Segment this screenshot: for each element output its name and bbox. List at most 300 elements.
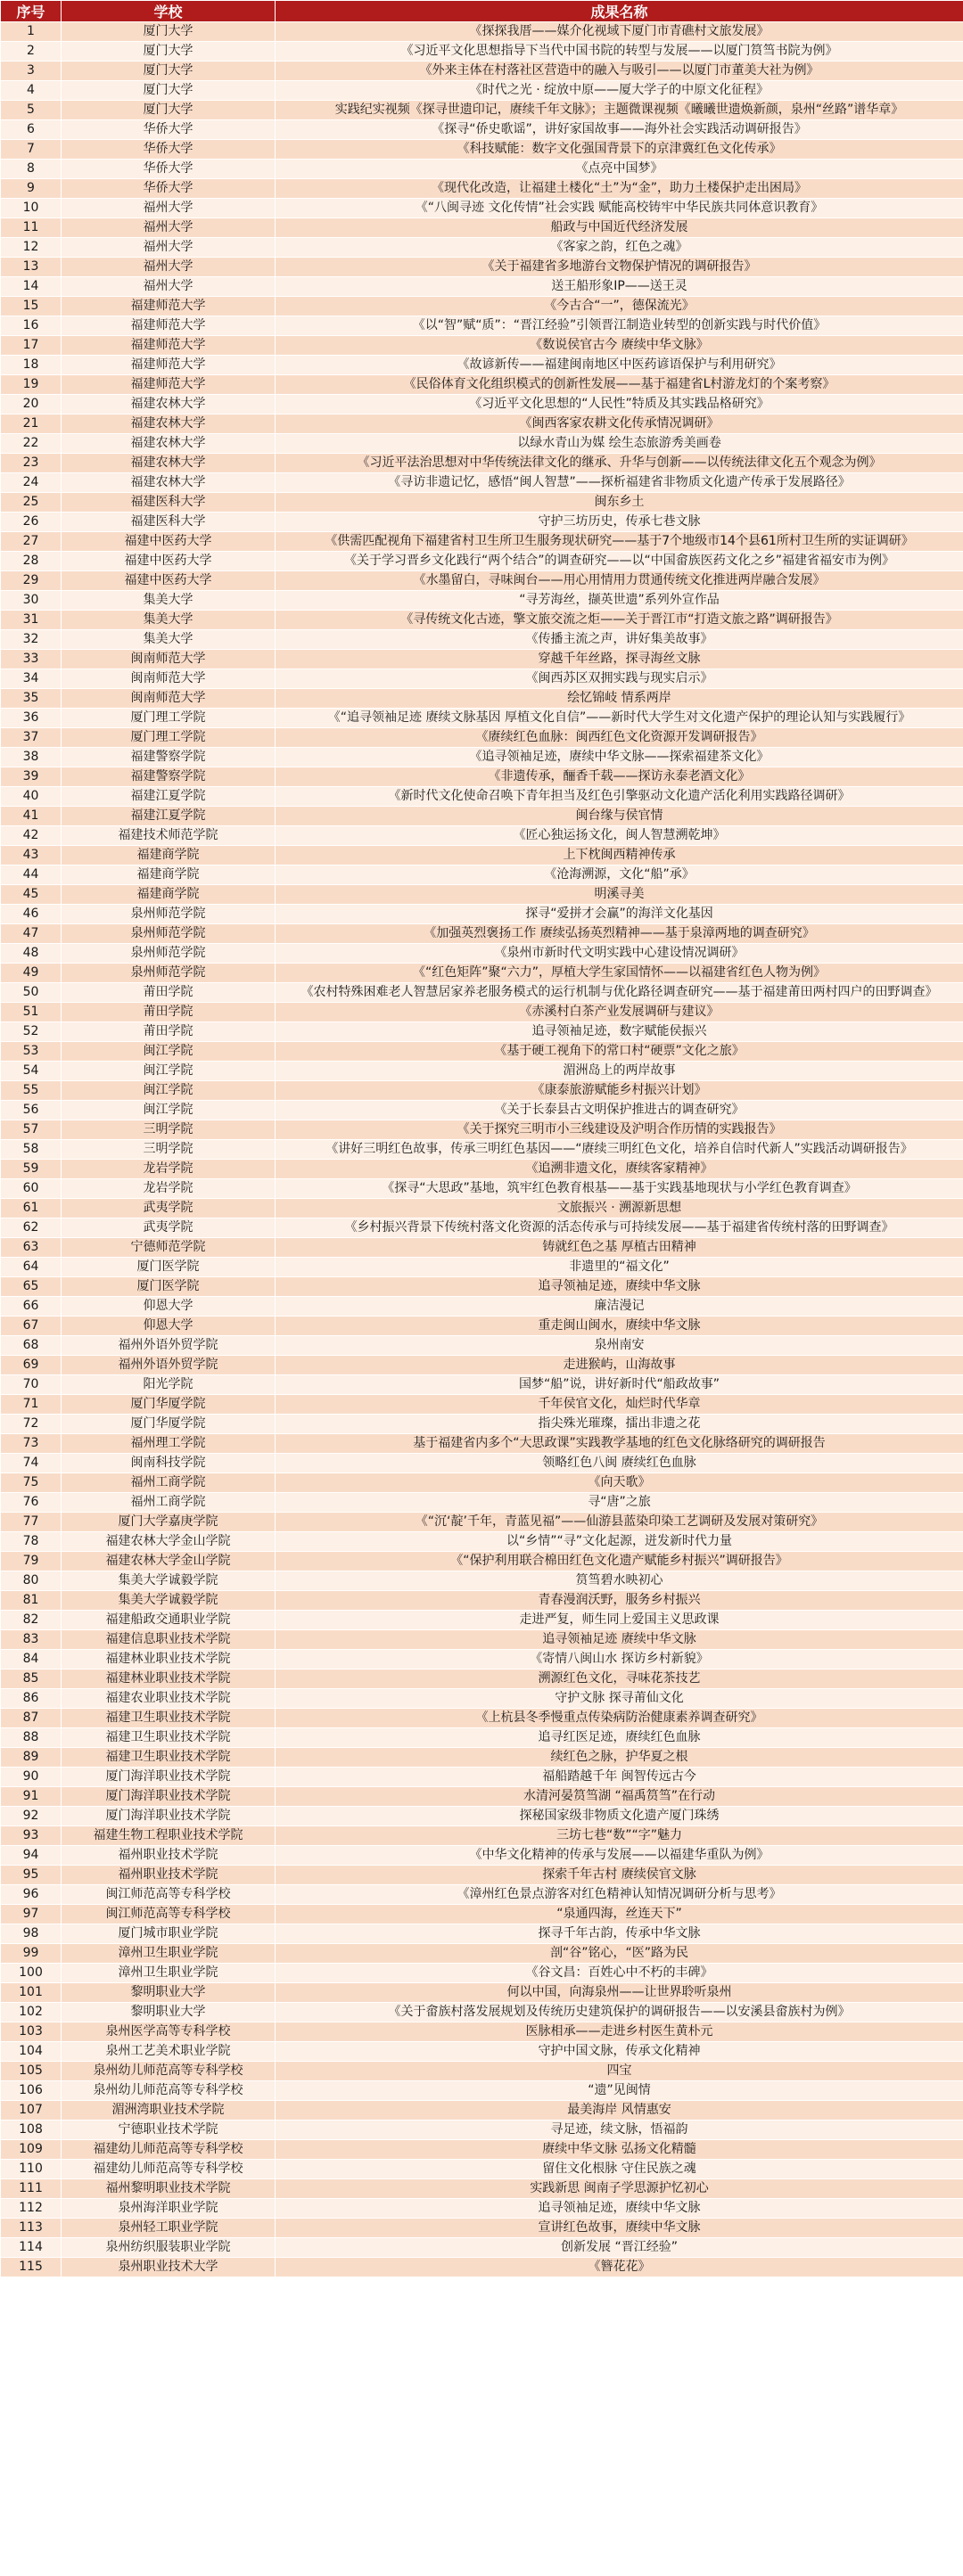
row-title: “遗”见闽情 xyxy=(276,2081,963,2101)
table-row xyxy=(1,1218,963,1238)
table-row xyxy=(1,748,963,767)
row-school: 闽南师范大学 xyxy=(62,689,276,709)
row-title: 探寻千年古韵，传承中华文脉 xyxy=(276,1924,963,1944)
row-index: 38 xyxy=(1,748,62,767)
row-school: 漳州卫生职业学院 xyxy=(62,1964,276,1983)
table-row xyxy=(1,1003,963,1022)
row-index: 1 xyxy=(1,22,62,42)
row-index: 87 xyxy=(1,1709,62,1728)
row-title: 赓续中华文脉 弘扬文化精髓 xyxy=(276,2140,963,2160)
table-row xyxy=(1,218,963,238)
row-title: 《上杭县冬季慢重点传染病防治健康素养调查研究》 xyxy=(276,1709,963,1728)
row-school: 厦门大学 xyxy=(62,22,276,42)
row-school: 福建中医药大学 xyxy=(62,532,276,552)
table-row xyxy=(1,297,963,316)
row-index: 85 xyxy=(1,1669,62,1689)
row-index: 23 xyxy=(1,454,62,473)
row-index: 84 xyxy=(1,1650,62,1669)
row-index: 22 xyxy=(1,434,62,454)
row-school: 莆田学院 xyxy=(62,983,276,1003)
row-school: 龙岩学院 xyxy=(62,1179,276,1199)
row-school: 泉州师范学院 xyxy=(62,905,276,924)
row-index: 50 xyxy=(1,983,62,1003)
row-title: 追寻红医足迹，赓续红色血脉 xyxy=(276,1728,963,1748)
row-title: 《“追寻领袖足迹 赓续文脉基因 厚植文化自信”——新时代大学生对文化遗产保护的理论认知与实践履行》 xyxy=(276,709,963,728)
row-title: 剖“谷”铭心，“医”路为民 xyxy=(276,1944,963,1964)
row-school: 黎明职业大学 xyxy=(62,1983,276,2003)
row-index: 27 xyxy=(1,532,62,552)
row-index: 33 xyxy=(1,650,62,669)
row-index: 41 xyxy=(1,807,62,826)
row-school: 泉州医学高等专科学校 xyxy=(62,2022,276,2042)
row-title: 医脉相承——走进乡村医生黄朴元 xyxy=(276,2022,963,2042)
row-index: 83 xyxy=(1,1630,62,1650)
table-row xyxy=(1,1787,963,1807)
row-school: 厦门大学嘉庚学院 xyxy=(62,1513,276,1532)
row-index: 106 xyxy=(1,2081,62,2101)
row-title: 实践新思 闽南子学思源护忆初心 xyxy=(276,2179,963,2199)
row-index: 54 xyxy=(1,1062,62,1081)
row-index: 18 xyxy=(1,356,62,375)
table-row xyxy=(1,414,963,434)
row-school: 福建商学院 xyxy=(62,885,276,905)
row-school: 福建江夏学院 xyxy=(62,807,276,826)
table-row xyxy=(1,1846,963,1866)
row-school: 闽江学院 xyxy=(62,1062,276,1081)
row-school: 福建林业职业技术学院 xyxy=(62,1650,276,1669)
row-index: 69 xyxy=(1,1356,62,1375)
table-row xyxy=(1,2238,963,2258)
table-row xyxy=(1,1336,963,1356)
table-row xyxy=(1,885,963,905)
row-title: 《谷文昌：百姓心中不朽的丰碑》 xyxy=(276,1964,963,1983)
row-index: 112 xyxy=(1,2199,62,2219)
row-school: 莆田学院 xyxy=(62,1003,276,1022)
row-title: 《关于学习晋乡文化践行“两个结合”的调查研究——以“中国畲族医药文化之乡”福建省福安市为例》 xyxy=(276,552,963,571)
row-title: 《闽西客家农耕文化传承情况调研》 xyxy=(276,414,963,434)
table-row xyxy=(1,1317,963,1336)
row-school: 泉州轻工职业学院 xyxy=(62,2219,276,2238)
row-index: 28 xyxy=(1,552,62,571)
row-index: 101 xyxy=(1,1983,62,2003)
table-row xyxy=(1,1258,963,1277)
row-title: 实践纪实视频《探寻世遗印记，赓续千年文脉》；主题微课视频《曦曦世遗焕新颜，泉州“丝路”谱华章》 xyxy=(276,101,963,120)
row-index: 95 xyxy=(1,1866,62,1885)
row-title: 指尖殊光璀璨，擂出非遗之花 xyxy=(276,1415,963,1434)
row-index: 14 xyxy=(1,277,62,297)
row-index: 59 xyxy=(1,1160,62,1179)
table-body xyxy=(1,22,963,2277)
row-school: 泉州师范学院 xyxy=(62,944,276,964)
row-title: 送王船形象IP——送王灵 xyxy=(276,277,963,297)
row-title: 寻“唐”之旅 xyxy=(276,1493,963,1513)
row-title: 《新时代文化使命召唤下青年担当及红色引擎驱动文化遗产活化利用实践路径调研》 xyxy=(276,787,963,807)
row-index: 8 xyxy=(1,160,62,179)
header-school: 学校 xyxy=(62,1,276,22)
table-row xyxy=(1,1552,963,1571)
row-index: 20 xyxy=(1,395,62,414)
row-school: 福建医科大学 xyxy=(62,493,276,513)
header-row xyxy=(1,1,963,22)
row-title: 《闽西苏区双拥实践与现实启示》 xyxy=(276,669,963,689)
row-title: 《泉州市新时代文明实践中心建设情况调研》 xyxy=(276,944,963,964)
row-title: 绘忆锦岐 情系两岸 xyxy=(276,689,963,709)
row-index: 75 xyxy=(1,1473,62,1493)
row-title: 何以中国，向海泉州——让世界聆听泉州 xyxy=(276,1983,963,2003)
row-title: 领略红色八闽 赓续红色血脉 xyxy=(276,1454,963,1473)
row-school: 厦门理工学院 xyxy=(62,709,276,728)
row-title: 《“红色矩阵”聚“六力”，厚植大学生家国情怀——以福建省红色人物为例》 xyxy=(276,964,963,983)
row-title: 守护中国文脉，传承文化精神 xyxy=(276,2042,963,2062)
table-row xyxy=(1,630,963,650)
row-index: 99 xyxy=(1,1944,62,1964)
table-row xyxy=(1,2101,963,2121)
row-school: 福建农林大学 xyxy=(62,434,276,454)
row-index: 5 xyxy=(1,101,62,120)
row-index: 15 xyxy=(1,297,62,316)
row-school: 厦门海洋职业技术学院 xyxy=(62,1807,276,1826)
row-index: 26 xyxy=(1,513,62,532)
row-school: 福建农业职业技术学院 xyxy=(62,1689,276,1709)
row-title: 守护文脉 探寻莆仙文化 xyxy=(276,1689,963,1709)
row-index: 19 xyxy=(1,375,62,395)
row-title: 《寻访非遗记忆，感悟“闽人智慧”——探析福建省非物质文化遗产传承于发展路径》 xyxy=(276,473,963,493)
row-title: 《探寻“大思政”基地，筑牢红色教育根基——基于实践基地现状与小学红色教育调查》 xyxy=(276,1179,963,1199)
row-school: 福州外语外贸学院 xyxy=(62,1356,276,1375)
row-school: 集美大学 xyxy=(62,630,276,650)
row-index: 60 xyxy=(1,1179,62,1199)
row-title: 《康泰旅游赋能乡村振兴计划》 xyxy=(276,1081,963,1101)
row-title: 《关于福建省多地游台文物保护情况的调研报告》 xyxy=(276,258,963,277)
row-school: 集美大学 xyxy=(62,611,276,630)
row-title: 《关于畲族村落发展规划及传统历史建筑保护的调研报告——以安溪县畲族村为例》 xyxy=(276,2003,963,2022)
row-title: 《赓续红色血脉：闽西红色文化资源开发调研报告》 xyxy=(276,728,963,748)
row-title: 《关于探究三明市小三线建设及沪明合作历情的实践报告》 xyxy=(276,1120,963,1140)
row-school: 阳光学院 xyxy=(62,1375,276,1395)
table-row xyxy=(1,1591,963,1611)
row-index: 86 xyxy=(1,1689,62,1709)
table-row xyxy=(1,1415,963,1434)
row-school: 厦门城市职业学院 xyxy=(62,1924,276,1944)
row-school: 集美大学诚毅学院 xyxy=(62,1571,276,1591)
row-index: 44 xyxy=(1,866,62,885)
row-title: 廉洁漫记 xyxy=(276,1297,963,1317)
row-school: 仰恩大学 xyxy=(62,1297,276,1317)
row-title: 探秘国家级非物质文化遗产厦门珠绣 xyxy=(276,1807,963,1826)
table-row xyxy=(1,1709,963,1728)
row-school: 福州职业技术学院 xyxy=(62,1846,276,1866)
table-row xyxy=(1,1120,963,1140)
row-school: 福建师范大学 xyxy=(62,316,276,336)
table-row xyxy=(1,866,963,885)
row-school: 福建农林大学金山学院 xyxy=(62,1552,276,1571)
row-school: 福建中医药大学 xyxy=(62,571,276,591)
row-school: 厦门理工学院 xyxy=(62,728,276,748)
table-row xyxy=(1,1434,963,1454)
table-row xyxy=(1,2081,963,2101)
row-school: 三明学院 xyxy=(62,1120,276,1140)
row-title: 千年侯官文化，灿烂时代华章 xyxy=(276,1395,963,1415)
row-school: 黎明职业大学 xyxy=(62,2003,276,2022)
row-index: 111 xyxy=(1,2179,62,2199)
row-school: 福建卫生职业技术学院 xyxy=(62,1748,276,1768)
row-title: 文旅振兴 · 溯源新思想 xyxy=(276,1199,963,1218)
row-title: 《匠心独运扬文化，闽人智慧溯乾坤》 xyxy=(276,826,963,846)
table-row xyxy=(1,2258,963,2277)
row-school: 漳州卫生职业学院 xyxy=(62,1944,276,1964)
table-row xyxy=(1,1022,963,1042)
row-title: 《追寻领袖足迹，赓续中华文脉——探索福建茶文化》 xyxy=(276,748,963,767)
table-row xyxy=(1,1983,963,2003)
row-school: 集美大学 xyxy=(62,591,276,611)
row-school: 泉州幼儿师范高等专科学校 xyxy=(62,2081,276,2101)
row-school: 闽江学院 xyxy=(62,1101,276,1120)
row-school: 福建卫生职业技术学院 xyxy=(62,1728,276,1748)
table-row xyxy=(1,1964,963,1983)
row-title: 铸就红色之基 厚植古田精神 xyxy=(276,1238,963,1258)
row-school: 福州职业技术学院 xyxy=(62,1866,276,1885)
table-row xyxy=(1,1277,963,1297)
row-title: 闽台缘与侯官情 xyxy=(276,807,963,826)
row-school: 福州大学 xyxy=(62,199,276,218)
row-title: 《追溯非遗文化，赓续客家精神》 xyxy=(276,1160,963,1179)
row-title: 湄洲岛上的两岸故事 xyxy=(276,1062,963,1081)
row-school: 福建中医药大学 xyxy=(62,552,276,571)
row-index: 67 xyxy=(1,1317,62,1336)
table-row xyxy=(1,787,963,807)
header-index: 序号 xyxy=(1,1,62,22)
row-title: 《漳州红色景点游客对红色精神认知情况调研分析与思考》 xyxy=(276,1885,963,1905)
row-school: 福建农林大学 xyxy=(62,454,276,473)
row-school: 福州大学 xyxy=(62,238,276,258)
row-school: 宁德师范学院 xyxy=(62,1238,276,1258)
header-title: 成果名称 xyxy=(276,1,963,22)
row-index: 49 xyxy=(1,964,62,983)
table-row xyxy=(1,473,963,493)
table-row xyxy=(1,2062,963,2081)
row-school: 泉州师范学院 xyxy=(62,964,276,983)
row-school: 厦门医学院 xyxy=(62,1277,276,1297)
row-title: 《今古合“一”，德保流光》 xyxy=(276,297,963,316)
row-index: 74 xyxy=(1,1454,62,1473)
row-title: 《故谚新传——福建闽南地区中医药谚语保护与利用研究》 xyxy=(276,356,963,375)
row-index: 47 xyxy=(1,924,62,944)
row-title: 基于福建省内多个“大思政课”实践教学基地的红色文化脉络研究的调研报告 xyxy=(276,1434,963,1454)
table-row xyxy=(1,591,963,611)
table-row xyxy=(1,650,963,669)
row-title: 《民俗体育文化组织模式的创新性发展——基于福建省L村游龙灯的个案考察》 xyxy=(276,375,963,395)
row-school: 福建警察学院 xyxy=(62,767,276,787)
table-row xyxy=(1,1885,963,1905)
row-title: 三坊七巷“数”“字”魅力 xyxy=(276,1826,963,1846)
row-index: 55 xyxy=(1,1081,62,1101)
row-index: 102 xyxy=(1,2003,62,2022)
table-row xyxy=(1,1454,963,1473)
row-index: 109 xyxy=(1,2140,62,2160)
row-index: 57 xyxy=(1,1120,62,1140)
row-title: 泉州南安 xyxy=(276,1336,963,1356)
row-school: 华侨大学 xyxy=(62,160,276,179)
row-title: 上下枕闽西精神传承 xyxy=(276,846,963,866)
table-row xyxy=(1,2160,963,2179)
row-school: 华侨大学 xyxy=(62,120,276,140)
row-index: 36 xyxy=(1,709,62,728)
table-row xyxy=(1,532,963,552)
table-row xyxy=(1,1571,963,1591)
row-index: 115 xyxy=(1,2258,62,2277)
row-index: 40 xyxy=(1,787,62,807)
table-row xyxy=(1,571,963,591)
row-school: 福建生物工程职业技术学院 xyxy=(62,1826,276,1846)
row-school: 福建卫生职业技术学院 xyxy=(62,1709,276,1728)
row-index: 113 xyxy=(1,2219,62,2238)
row-index: 91 xyxy=(1,1787,62,1807)
row-school: 福建师范大学 xyxy=(62,297,276,316)
row-index: 98 xyxy=(1,1924,62,1944)
row-title: 追寻领袖足迹，赓续中华文脉 xyxy=(276,2199,963,2219)
row-school: 福州工商学院 xyxy=(62,1473,276,1493)
row-title: 水清河晏筼筜湖 “福禹筼筜”在行动 xyxy=(276,1787,963,1807)
row-school: 福州大学 xyxy=(62,218,276,238)
table-row xyxy=(1,1807,963,1826)
row-school: 三明学院 xyxy=(62,1140,276,1160)
row-index: 35 xyxy=(1,689,62,709)
row-title: 明溪寻美 xyxy=(276,885,963,905)
row-index: 37 xyxy=(1,728,62,748)
row-title: 走进严复，师生同上爱国主义思政课 xyxy=(276,1611,963,1630)
row-school: 武夷学院 xyxy=(62,1199,276,1218)
table-row xyxy=(1,1669,963,1689)
row-school: 湄洲湾职业技术学院 xyxy=(62,2101,276,2121)
row-title: 守护三坊历史，传承七巷文脉 xyxy=(276,513,963,532)
row-index: 9 xyxy=(1,179,62,199)
row-title: 《“保护利用联合棉田红色文化遗产赋能乡村振兴”调研报告》 xyxy=(276,1552,963,1571)
table-row xyxy=(1,1689,963,1709)
row-school: 福建农林大学金山学院 xyxy=(62,1532,276,1552)
table-row xyxy=(1,316,963,336)
table-row xyxy=(1,356,963,375)
row-index: 76 xyxy=(1,1493,62,1513)
row-title: 《向天歌》 xyxy=(276,1473,963,1493)
row-school: 厦门华厦学院 xyxy=(62,1395,276,1415)
row-title: 《习近平文化思想指导下当代中国书院的转型与发展——以厦门筼筜书院为例》 xyxy=(276,42,963,62)
row-index: 13 xyxy=(1,258,62,277)
table-row xyxy=(1,767,963,787)
row-title: 《水墨留白，寻味闽台——用心用情用力贯通传统文化推进两岸融合发展》 xyxy=(276,571,963,591)
row-school: 福建幼儿师范高等专科学校 xyxy=(62,2160,276,2179)
table-row xyxy=(1,1728,963,1748)
table-row xyxy=(1,669,963,689)
row-school: 福建农林大学 xyxy=(62,473,276,493)
row-index: 73 xyxy=(1,1434,62,1454)
row-index: 4 xyxy=(1,81,62,101)
row-school: 泉州海洋职业学院 xyxy=(62,2199,276,2219)
row-school: 福建商学院 xyxy=(62,866,276,885)
row-index: 88 xyxy=(1,1728,62,1748)
row-school: 莆田学院 xyxy=(62,1022,276,1042)
row-title: 重走闽山闽水，赓续中华文脉 xyxy=(276,1317,963,1336)
row-title: 《外来主体在村落社区营造中的融入与吸引——以厦门市董美大社为例》 xyxy=(276,62,963,81)
row-index: 68 xyxy=(1,1336,62,1356)
table-row xyxy=(1,1238,963,1258)
row-school: 龙岩学院 xyxy=(62,1160,276,1179)
row-index: 25 xyxy=(1,493,62,513)
row-school: 闽江师范高等专科学校 xyxy=(62,1905,276,1924)
row-title: 国梦“船”说，讲好新时代“船政故事” xyxy=(276,1375,963,1395)
row-school: 福建技术师范学院 xyxy=(62,826,276,846)
table-row xyxy=(1,1395,963,1415)
table-row xyxy=(1,375,963,395)
row-index: 10 xyxy=(1,199,62,218)
row-index: 53 xyxy=(1,1042,62,1062)
table-row xyxy=(1,454,963,473)
table-row xyxy=(1,944,963,964)
row-index: 110 xyxy=(1,2160,62,2179)
row-index: 51 xyxy=(1,1003,62,1022)
row-index: 34 xyxy=(1,669,62,689)
row-school: 福建警察学院 xyxy=(62,748,276,767)
row-index: 105 xyxy=(1,2062,62,2081)
row-index: 65 xyxy=(1,1277,62,1297)
row-index: 31 xyxy=(1,611,62,630)
row-title: 《寻传统文化古迹，擎文旅交流之炬——关于晋江市“打造文旅之路”调研报告》 xyxy=(276,611,963,630)
row-school: 福州理工学院 xyxy=(62,1434,276,1454)
row-school: 福建师范大学 xyxy=(62,356,276,375)
table-row xyxy=(1,552,963,571)
row-index: 71 xyxy=(1,1395,62,1415)
row-school: 厦门华厦学院 xyxy=(62,1415,276,1434)
row-school: 厦门大学 xyxy=(62,101,276,120)
row-school: 泉州纺织服装职业学院 xyxy=(62,2238,276,2258)
row-title: 《现代化改造，让福建土楼化“土”为“金”，助力土楼保护走出困局》 xyxy=(276,179,963,199)
row-school: 福建林业职业技术学院 xyxy=(62,1669,276,1689)
table-row xyxy=(1,689,963,709)
table-row xyxy=(1,1062,963,1081)
row-index: 107 xyxy=(1,2101,62,2121)
table-row xyxy=(1,1532,963,1552)
table-row xyxy=(1,1140,963,1160)
row-index: 56 xyxy=(1,1101,62,1120)
table-row xyxy=(1,2042,963,2062)
row-school: 仰恩大学 xyxy=(62,1317,276,1336)
row-school: 厦门海洋职业技术学院 xyxy=(62,1768,276,1787)
row-index: 96 xyxy=(1,1885,62,1905)
row-index: 12 xyxy=(1,238,62,258)
row-index: 39 xyxy=(1,767,62,787)
table-row xyxy=(1,395,963,414)
row-title: 走进猴屿，山海故事 xyxy=(276,1356,963,1375)
row-title: 四宝 xyxy=(276,2062,963,2081)
table-row xyxy=(1,179,963,199)
row-index: 78 xyxy=(1,1532,62,1552)
row-index: 89 xyxy=(1,1748,62,1768)
row-title: 《点亮中国梦》 xyxy=(276,160,963,179)
table-row xyxy=(1,2219,963,2238)
table-row xyxy=(1,1356,963,1375)
table-row xyxy=(1,1924,963,1944)
row-school: 武夷学院 xyxy=(62,1218,276,1238)
table-row xyxy=(1,1042,963,1062)
row-school: 福建商学院 xyxy=(62,846,276,866)
row-title: 寻足迹，续文脉，悟福韵 xyxy=(276,2121,963,2140)
row-school: 厦门大学 xyxy=(62,62,276,81)
table-row xyxy=(1,1748,963,1768)
table-row xyxy=(1,2022,963,2042)
row-title: 《关于长泰县古文明保护推进古的调查研究》 xyxy=(276,1101,963,1120)
row-index: 108 xyxy=(1,2121,62,2140)
row-index: 6 xyxy=(1,120,62,140)
row-school: 华侨大学 xyxy=(62,140,276,160)
